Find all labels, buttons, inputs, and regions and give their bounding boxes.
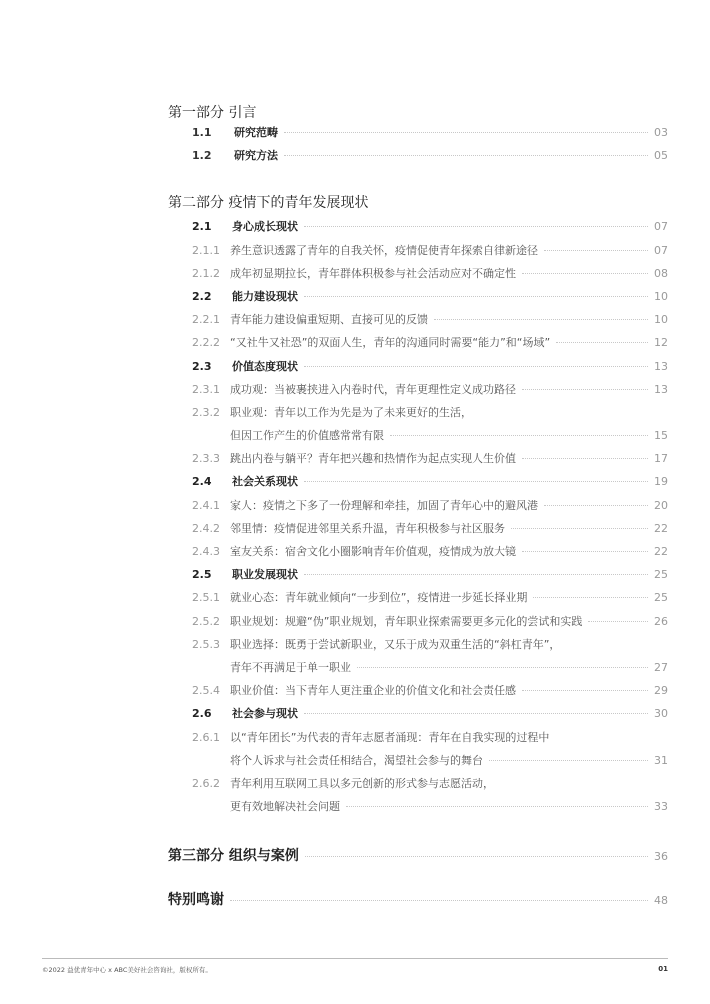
toc-entry-page: 07 (654, 243, 668, 257)
toc-entry[interactable] (168, 147, 668, 170)
toc-entry-title: 职业规划：规避“伪”职业规划，青年职业探索需要更多元化的尝试和实践 (230, 614, 583, 628)
toc-entry-number: 1.1 (192, 126, 212, 139)
toc-entry-title: 青年利用互联网工具以多元创新的形式参与志愿活动， (230, 776, 494, 790)
toc-entry-page: 07 (654, 220, 668, 234)
toc-entry-number: 2.4 (192, 475, 212, 489)
toc-entry-page: 25 (654, 568, 668, 582)
dot-leader (284, 155, 648, 156)
dot-leader (304, 481, 648, 482)
dot-leader (544, 250, 648, 251)
toc-entry-page: 31 (654, 753, 668, 767)
toc-entry-title: “又社牛又社恐”的双面人生，青年的沟通同时需要“能力”和“场域” (230, 336, 551, 350)
toc-entry-number: 2.6 (192, 707, 212, 721)
ack-title: 特别鸣谢 (168, 892, 224, 909)
ack-page: 48 (654, 894, 668, 908)
toc-entry[interactable] (168, 589, 668, 612)
toc-entry-title: 职业观：青年以工作为先是为了未来更好的生活， (230, 405, 472, 419)
dot-leader (304, 713, 648, 714)
toc-entry[interactable] (168, 543, 668, 566)
toc-entry[interactable] (168, 381, 668, 404)
footer-page-number: 01 (658, 965, 668, 973)
toc-entry-page: 19 (654, 475, 668, 489)
toc-entry[interactable] (168, 613, 668, 636)
toc-entry-title: 身心成长现状 (232, 220, 298, 234)
toc-entry[interactable] (168, 566, 668, 589)
toc-entry-page: 30 (654, 707, 668, 721)
toc-entry-page: 17 (654, 452, 668, 466)
toc-entry-page: 27 (654, 660, 668, 674)
toc-entry-title: 以“青年团长”为代表的青年志愿者涌现：青年在自我实现的过程中 (230, 730, 550, 744)
toc-entry-number: 2.2.1 (192, 313, 220, 327)
toc-entry-title: 研究范畴 (234, 126, 278, 139)
part1-items (168, 124, 668, 170)
toc-entry[interactable] (168, 218, 668, 241)
toc-entry-number: 2.3.3 (192, 452, 220, 466)
part1-title: 第一部分 引言 (168, 105, 257, 121)
toc-entry-number: 2.5.1 (192, 591, 220, 605)
toc-entry[interactable] (168, 242, 668, 265)
dot-leader (522, 273, 648, 274)
dot-leader (357, 667, 648, 668)
dot-leader (305, 856, 648, 857)
toc-entry-title: 成年初显期拉长，青年群体积极参与社会活动应对不确定性 (230, 266, 516, 280)
toc-entry[interactable] (168, 358, 668, 381)
toc-entry-number: 2.5.3 (192, 637, 220, 651)
footer-copyright: ©2022 益优青年中心 x ABC美好社会咨询社，版权所有。 (42, 966, 212, 974)
toc-entry[interactable] (168, 311, 668, 334)
toc-entry[interactable] (168, 752, 668, 775)
toc-entry-ack[interactable] (168, 889, 668, 919)
dot-leader (434, 319, 648, 320)
dot-leader (533, 597, 648, 598)
toc-entry-page: 33 (654, 800, 668, 814)
toc-entry[interactable] (168, 450, 668, 473)
toc-entry-title: 养生意识透露了青年的自我关怀，疫情促使青年探索自律新途径 (230, 243, 538, 257)
toc-entry-part3[interactable] (168, 845, 668, 875)
dot-leader (284, 132, 648, 133)
dot-leader (390, 435, 648, 436)
toc-entry-number: 2.5.2 (192, 614, 220, 628)
toc-entry-number: 2.4.2 (192, 521, 220, 535)
toc-entry-page: 25 (654, 591, 668, 605)
section-gap (168, 170, 668, 192)
toc-entry-title: 跳出内卷与躺平？青年把兴趣和热情作为起点实现人生价值 (230, 452, 516, 466)
toc-entry-title: 家人：疫情之下多了一份理解和牵挂，加固了青年心中的避风港 (230, 498, 538, 512)
toc-entry-number: 2.3.2 (192, 405, 220, 419)
section-gap (168, 821, 668, 845)
toc-entry-title: 邻里情：疫情促进邻里关系升温，青年积极参与社区服务 (230, 521, 505, 535)
toc-entry[interactable] (168, 705, 668, 728)
toc-entry-number: 2.5.4 (192, 684, 220, 698)
part2-title: 第二部分 疫情下的青年发展现状 (168, 195, 369, 212)
part3-title: 第三部分 组织与案例 (168, 848, 299, 865)
toc-entry-number: 2.3.1 (192, 382, 220, 396)
toc-entry-title: 成功观：当被裹挟进入内卷时代，青年更理性定义成功路径 (230, 382, 516, 396)
dot-leader (556, 342, 648, 343)
dot-leader (544, 505, 648, 506)
toc-entry-page: 13 (654, 382, 668, 396)
toc-entry-title: 就业心态：青年就业倾向“一步到位”，疫情进一步延长择业期 (230, 591, 528, 605)
dot-leader (511, 528, 648, 529)
toc-entry[interactable] (168, 682, 668, 705)
part3-page: 36 (654, 850, 668, 864)
section-gap (168, 875, 668, 889)
toc-entry-page: 20 (654, 498, 668, 512)
toc-entry-page: 03 (654, 126, 668, 139)
dot-leader (304, 574, 648, 575)
toc-entry-title: 价值态度现状 (232, 359, 298, 373)
toc-entry-page: 15 (654, 429, 668, 443)
toc-entry[interactable] (168, 520, 668, 543)
toc-entry-page: 10 (654, 289, 668, 303)
toc-entry-title: 将个人诉求与社会责任相结合，渴望社会参与的舞台 (230, 753, 483, 767)
toc-entry-number: 2.5 (192, 568, 212, 582)
toc-entry-page: 08 (654, 266, 668, 280)
footer-divider (42, 958, 668, 959)
toc-entry-number: 1.2 (192, 149, 212, 163)
toc-entry-number: 2.2.2 (192, 336, 220, 350)
toc-entry-title: 职业价值：当下青年人更注重企业的价值文化和社会责任感 (230, 684, 516, 698)
toc-entry[interactable] (168, 404, 668, 427)
dot-leader (304, 226, 648, 227)
toc-entry-page: 05 (654, 149, 668, 163)
toc-entry-page: 26 (654, 614, 668, 628)
toc-entry-number: 2.6.1 (192, 730, 220, 744)
toc-entry-number: 2.1.1 (192, 243, 220, 257)
toc-entry[interactable] (168, 427, 668, 450)
dot-leader (522, 551, 648, 552)
toc-entry-title: 更有效地解决社会问题 (230, 800, 340, 814)
toc-entry-number: 2.1.2 (192, 266, 220, 280)
toc-entry-page: 13 (654, 359, 668, 373)
toc-entry-title: 社会参与现状 (232, 707, 298, 721)
toc-entry-number: 2.4.3 (192, 545, 220, 558)
toc-entry-number: 2.2 (192, 289, 212, 303)
dot-leader (230, 900, 648, 901)
toc-entry-title: 青年能力建设偏重短期、直接可见的反馈 (230, 313, 428, 327)
dot-leader (522, 458, 648, 459)
dot-leader (304, 366, 648, 367)
toc-entry-page: 12 (654, 336, 668, 350)
toc-entry[interactable] (168, 636, 668, 659)
dot-leader (304, 296, 648, 297)
toc-entry[interactable] (168, 265, 668, 288)
table-of-contents (168, 102, 668, 919)
toc-entry-title: 青年不再满足于单一职业 (230, 660, 351, 674)
toc-entry-page: 29 (654, 684, 668, 698)
toc-entry[interactable] (168, 775, 668, 798)
toc-entry-page: 22 (654, 521, 668, 535)
toc-entry[interactable] (168, 124, 668, 147)
toc-entry-number: 2.6.2 (192, 776, 220, 790)
toc-entry-number: 2.4.1 (192, 498, 220, 512)
dot-leader (346, 806, 648, 807)
toc-entry-page: 22 (654, 545, 668, 558)
dot-leader (588, 621, 648, 622)
toc-entry[interactable] (168, 659, 668, 682)
toc-entry-title: 职业选择：既勇于尝试新职业，又乐于成为双重生活的“斜杠青年”， (230, 637, 561, 651)
toc-entry[interactable] (168, 473, 668, 496)
toc-entry[interactable] (168, 497, 668, 520)
toc-entry-title: 研究方法 (234, 149, 278, 163)
toc-entry[interactable] (168, 288, 668, 311)
dot-leader (522, 389, 648, 390)
toc-entry-title: 能力建设现状 (232, 289, 298, 303)
dot-leader (522, 690, 648, 691)
toc-entry-title: 社会关系现状 (232, 475, 298, 489)
toc-entry-number: 2.1 (192, 220, 212, 234)
toc-entry-number: 2.3 (192, 359, 212, 373)
toc-entry[interactable] (168, 798, 668, 821)
toc-entry[interactable] (168, 729, 668, 752)
toc-entry-title: 职业发展现状 (232, 568, 298, 582)
dot-leader (489, 760, 648, 761)
part2-items (168, 218, 668, 821)
toc-entry[interactable] (168, 334, 668, 357)
toc-entry-title: 但因工作产生的价值感常常有限 (230, 429, 384, 443)
toc-entry-title: 室友关系：宿舍文化小圈影响青年价值观，疫情成为放大镜 (230, 545, 516, 558)
toc-entry-page: 10 (654, 313, 668, 327)
